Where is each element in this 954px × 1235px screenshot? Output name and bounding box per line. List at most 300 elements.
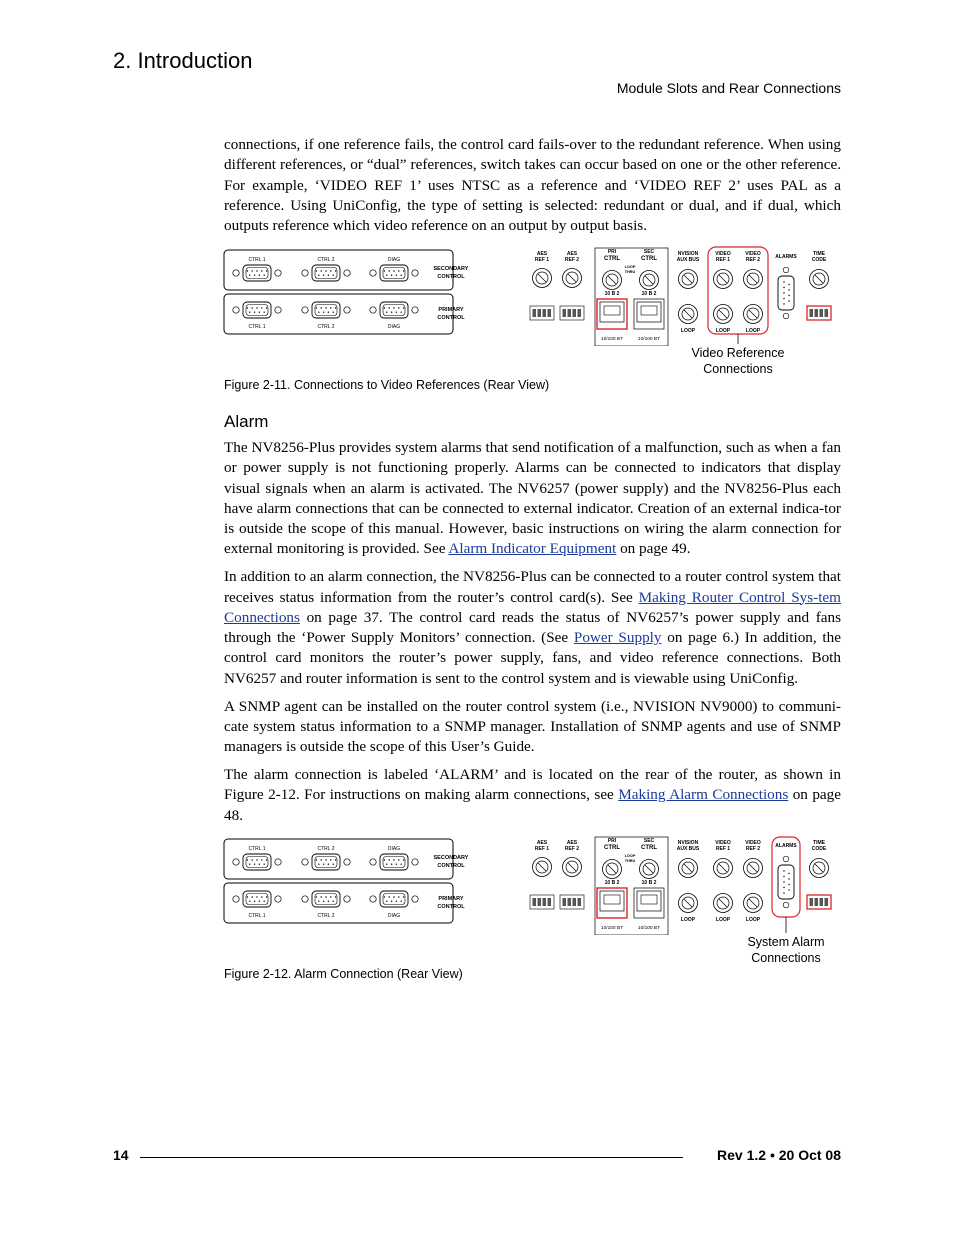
aes-ref2-terminal-pin	[563, 309, 567, 317]
time-code-label: TIME	[813, 840, 825, 846]
secondary-db9-connector-inner	[383, 857, 405, 868]
secondary-db9-connector-pin	[389, 270, 390, 271]
video-ref2-bnc-pin	[749, 864, 757, 872]
video-ref2-label: VIDEO	[745, 840, 761, 846]
alarms-pin	[783, 892, 784, 893]
nvision-aux-label: AUX BUS	[676, 257, 700, 263]
alarms-screw-bottom	[783, 902, 789, 908]
system-alarm-callout: System Alarm Connections	[747, 935, 825, 965]
secondary-db9-connector-inner	[383, 268, 405, 279]
primary-db9-connector-pin	[254, 901, 255, 902]
sec-ctrl-label: SEC	[643, 249, 655, 255]
link-power-supply[interactable]: Power Supply	[573, 629, 662, 647]
time-code-bnc-pin	[815, 864, 823, 872]
alarm-paragraph-2: In addition to an alarm connection, the NV8256-Plus can be connected to a router control system that receives status information from the router’s control card(s). See Making Router Control Sys-tem Connections on page 37. The control card reads the status of NV6257’s power supply and fans through the ‘Power Supply Monitors’ connection. (See Power Supply on page 6.) In addition, the control card monitors the router’s power supply, fans, and video reference connections. Both NV6257 and router information is sent to the control system and is viewable using UniConfig.	[224, 568, 841, 687]
primary-label: PRIMARY	[438, 896, 464, 902]
secondary-db9-connector-pin	[389, 859, 390, 860]
primary-db9-connector-inner	[315, 305, 337, 316]
primary-db9-connector-pin	[247, 307, 248, 308]
primary-db9-connector-pin	[389, 307, 390, 308]
alarms-pin	[788, 878, 789, 879]
secondary-control-panel	[224, 839, 453, 879]
primary-db9-connector-pin	[325, 896, 326, 897]
alarms-pin	[783, 287, 784, 288]
alarms-label: ALARMS	[775, 843, 797, 849]
secondary-db9-connector-pin	[403, 859, 404, 860]
aes-ref1-terminal-pin	[548, 309, 552, 317]
primary-db9-connector-inner	[315, 894, 337, 905]
video-ref1-bnc-pin	[719, 864, 727, 872]
primary-db9-connector-pin	[393, 896, 394, 897]
section-header: Module Slots and Rear Connections	[616, 80, 841, 96]
loop-thru-label: LOOP	[624, 854, 636, 858]
secondary-db9-connector-pin	[259, 275, 260, 276]
primary-db9-connector-screw-right	[344, 896, 350, 902]
secondary-db9-connector-pin	[252, 270, 253, 271]
secondary-db9-connector-screw-right	[344, 859, 350, 865]
nvision-aux-label: NVISION	[677, 840, 699, 846]
nvision-loop-label: LOOP	[680, 328, 696, 334]
video-ref1-loop-label: LOOP	[715, 917, 731, 923]
pri-ctrl-label: CTRL	[604, 845, 620, 851]
secondary-db9-connector-pin	[247, 270, 248, 271]
aes-ref1-bnc-pin	[538, 863, 546, 871]
alarm-paragraph-4: The alarm connection is labeled ‘ALARM’ and is located on the rear of the router, as shown in Figure 2-12. For instructions on making alarm connections, see Making Alarm Connections on page 48.	[224, 765, 841, 824]
pri-10b2-bnc-pin	[608, 276, 616, 284]
video-ref2-loop-label: LOOP	[745, 328, 761, 334]
sec-ctrl-label: CTRL	[641, 845, 657, 851]
figure-2-12-caption: Figure 2-12. Alarm Connection (Rear View)	[224, 967, 463, 981]
secondary-port-label: CTRL 1	[248, 257, 266, 263]
aes-ref2-bnc-pin	[568, 274, 576, 282]
primary-db9-connector-pin	[396, 901, 397, 902]
alarms-screw-bottom	[783, 313, 789, 319]
primary-db9-connector-pin	[252, 896, 253, 897]
primary-db9-connector-screw-right	[275, 307, 281, 313]
primary-db9-connector-screw-right	[344, 307, 350, 313]
pri-10b2-label: 10 B 2	[604, 880, 620, 886]
secondary-db9-connector-pin	[335, 270, 336, 271]
primary-db9-connector-pin	[328, 312, 329, 313]
primary-db9-connector-pin	[261, 896, 262, 897]
secondary-db9-connector-pin	[259, 864, 260, 865]
video-ref1-label: VIDEO	[715, 251, 731, 257]
secondary-db9-connector-pin	[393, 859, 394, 860]
secondary-db9-connector-screw-right	[412, 859, 418, 865]
alarms-pin	[788, 884, 789, 885]
video-ref-callout: Video Reference Connections	[691, 346, 785, 376]
primary-db9-connector-pin	[398, 307, 399, 308]
secondary-db9-connector-pin	[398, 859, 399, 860]
secondary-db9-connector-pin	[325, 859, 326, 860]
sec-10b2-bnc-pin	[645, 865, 653, 873]
primary-db9-connector-inner	[246, 894, 268, 905]
aes-ref2-label: AES	[566, 840, 578, 846]
video-ref1-label: VIDEO	[715, 840, 731, 846]
primary-db9-connector-pin	[259, 901, 260, 902]
nvision-aux-bnc-pin	[684, 275, 692, 283]
primary-db9-connector-screw-right	[412, 307, 418, 313]
primary-db9-connector-pin	[389, 896, 390, 897]
video-ref2-label: REF 2	[745, 257, 761, 263]
time-code-label: CODE	[811, 846, 827, 852]
time-code-terminal-pin	[810, 309, 814, 317]
alarms-db9-connector	[778, 865, 794, 899]
secondary-db9-connector-pin	[386, 275, 387, 276]
secondary-db9-connector-pin	[335, 859, 336, 860]
time-code-label: CODE	[811, 257, 827, 263]
primary-db9-connector-pin	[318, 901, 319, 902]
alarms-pin	[783, 292, 784, 293]
secondary-db9-connector-screw-right	[275, 859, 281, 865]
primary-db9-connector-screw-left	[302, 307, 308, 313]
aes-ref2-bnc-pin	[568, 863, 576, 871]
secondary-db9-connector-pin	[261, 270, 262, 271]
aes-ref2-label: REF 2	[564, 257, 580, 263]
secondary-db9-connector-screw-left	[302, 270, 308, 276]
primary-db9-connector-pin	[335, 307, 336, 308]
pri-10-100bt-label: 10/100 BT	[600, 337, 624, 342]
primary-db9-connector-pin	[403, 896, 404, 897]
secondary-db9-connector-inner	[246, 268, 268, 279]
alarms-screw-top	[783, 856, 789, 862]
alarms-pin	[783, 887, 784, 888]
secondary-port-label: CTRL 2	[317, 846, 335, 852]
secondary-db9-connector-pin	[252, 859, 253, 860]
pri-10b2-bnc-pin	[608, 865, 616, 873]
primary-db9-connector-pin	[261, 307, 262, 308]
aes-ref1-terminal-pin	[533, 898, 537, 906]
aes-ref1-terminal-pin	[543, 309, 547, 317]
primary-db9-connector-pin	[259, 312, 260, 313]
secondary-db9-connector-pin	[256, 859, 257, 860]
primary-db9-connector-pin	[318, 312, 319, 313]
aes-ref1-label: REF 1	[534, 846, 550, 852]
secondary-db9-connector-pin	[333, 864, 334, 865]
aes-ref2-terminal-pin	[578, 309, 582, 317]
secondary-db9-connector-screw-left	[233, 270, 239, 276]
video-ref1-label: REF 1	[715, 846, 731, 852]
nvision-loop-bnc-pin	[684, 310, 692, 318]
secondary-db9-connector-pin	[318, 275, 319, 276]
primary-db9-connector-pin	[256, 307, 257, 308]
primary-db9-connector-pin	[333, 901, 334, 902]
primary-db9-connector-pin	[403, 307, 404, 308]
video-ref2-label: VIDEO	[745, 251, 761, 257]
time-code-terminal-pin	[815, 898, 819, 906]
primary-port-label: CTRL 1	[248, 913, 266, 919]
alarms-db9-connector	[778, 276, 794, 310]
alarms-pin	[788, 873, 789, 874]
video-ref1-bnc-pin	[719, 275, 727, 283]
primary-db9-connector-pin	[323, 901, 324, 902]
loop-thru-label: THRU	[624, 270, 636, 274]
aes-ref1-label: AES	[536, 251, 548, 257]
video-ref1-label: REF 1	[715, 257, 731, 263]
alarms-highlight	[772, 837, 800, 917]
primary-port-label: CTRL 2	[317, 913, 335, 919]
secondary-db9-connector-pin	[264, 275, 265, 276]
aes-ref2-terminal-pin	[573, 898, 577, 906]
primary-port-label: DIAG	[387, 324, 401, 330]
aes-ref1-terminal-pin	[538, 309, 542, 317]
secondary-db9-connector-screw-right	[412, 270, 418, 276]
secondary-db9-connector-pin	[321, 270, 322, 271]
sec-ctrl-label: SEC	[643, 838, 655, 844]
alarms-pin	[788, 295, 789, 296]
secondary-db9-connector-pin	[328, 864, 329, 865]
aes-ref2-label: REF 2	[564, 846, 580, 852]
alarms-pin	[783, 870, 784, 871]
primary-db9-connector-pin	[321, 896, 322, 897]
aes-ref1-terminal-pin	[533, 309, 537, 317]
video-ref1-loop-label: LOOP	[715, 328, 731, 334]
primary-db9-connector-pin	[264, 312, 265, 313]
primary-db9-connector-pin	[316, 307, 317, 308]
alarm-paragraph-3: A SNMP agent can be installed on the router control system (i.e., NVISION NV9000) to communi-cate system status information to a SNMP manager. Installation of SNMP agents and use of SNMP managers is outside the scope of this User’s Guide.	[224, 697, 841, 756]
secondary-db9-connector-pin	[316, 270, 317, 271]
pri-ctrl-label: PRI	[607, 838, 617, 844]
primary-db9-connector-screw-left	[233, 896, 239, 902]
pri-ethernet-port-jack	[600, 302, 624, 322]
loop-thru-label: LOOP	[624, 265, 636, 269]
secondary-db9-connector-screw-left	[302, 859, 308, 865]
time-code-terminal-pin	[825, 309, 829, 317]
secondary-db9-connector-pin	[318, 864, 319, 865]
secondary-db9-connector-pin	[316, 859, 317, 860]
rear-view-figure-alarm	[222, 835, 842, 935]
alarms-pin	[788, 284, 789, 285]
primary-db9-connector-screw-right	[412, 896, 418, 902]
primary-db9-connector-pin	[384, 896, 385, 897]
secondary-db9-connector-pin	[393, 270, 394, 271]
secondary-db9-connector-screw-left	[233, 859, 239, 865]
primary-db9-connector-screw-left	[370, 307, 376, 313]
secondary-db9-connector-pin	[249, 864, 250, 865]
primary-db9-connector-pin	[384, 307, 385, 308]
secondary-db9-connector-inner	[315, 268, 337, 279]
primary-db9-connector-pin	[252, 307, 253, 308]
primary-port-label: CTRL 1	[248, 324, 266, 330]
loop-thru-label: THRU	[624, 859, 636, 863]
page-number: 14	[113, 1147, 129, 1163]
alarm-body	[224, 438, 841, 826]
secondary-db9-connector-inner	[315, 857, 337, 868]
secondary-db9-connector-pin	[330, 859, 331, 860]
video-ref2-label: REF 2	[745, 846, 761, 852]
time-code-terminal-pin	[825, 898, 829, 906]
pri-ethernet-port-jack	[600, 891, 624, 911]
chapter-title: 2. Introduction	[113, 48, 253, 73]
secondary-db9-connector-pin	[401, 864, 402, 865]
intro-paragraph: connections, if one reference fails, the control card fails-over to the redundant reference. When using different references, or “dual” references, switch takes can occur based on one or the other reference. For example, ‘VIDEO REF 1’ uses NTSC as a reference and ‘VIDEO REF 2’ uses PAL as a reference. Using UniConfig, the type of setting is selected: redundant or dual, and if dual, which outputs reference which video reference on an output by output basis.	[224, 136, 841, 235]
primary-db9-connector-pin	[333, 312, 334, 313]
secondary-db9-connector-pin	[328, 275, 329, 276]
primary-db9-connector-pin	[401, 901, 402, 902]
video-ref2-loop-label: LOOP	[745, 917, 761, 923]
alarms-pin	[788, 289, 789, 290]
primary-db9-connector-screw-left	[302, 896, 308, 902]
primary-db9-connector-pin	[386, 901, 387, 902]
primary-db9-connector-pin	[335, 896, 336, 897]
secondary-label: CONTROL	[437, 274, 465, 280]
secondary-label: SECONDARY	[433, 266, 469, 272]
secondary-db9-connector-pin	[333, 275, 334, 276]
primary-db9-connector-pin	[386, 312, 387, 313]
link-router-control-connections[interactable]: Making Router Control Sys-tem Connections	[224, 588, 841, 626]
aes-ref1-label: REF 1	[534, 257, 550, 263]
secondary-control-panel	[224, 250, 453, 290]
primary-db9-connector-pin	[256, 896, 257, 897]
secondary-db9-connector-pin	[321, 859, 322, 860]
secondary-db9-connector-screw-right	[275, 270, 281, 276]
secondary-db9-connector-screw-left	[370, 859, 376, 865]
pri-ctrl-label: CTRL	[604, 256, 620, 262]
nvision-aux-label: AUX BUS	[676, 846, 700, 852]
link-alarm-indicator-equipment[interactable]: Alarm Indicator Equipment	[448, 540, 617, 558]
primary-label: CONTROL	[437, 315, 465, 321]
secondary-db9-connector-pin	[330, 270, 331, 271]
primary-db9-connector-pin	[316, 896, 317, 897]
primary-db9-connector-screw-left	[233, 307, 239, 313]
primary-db9-connector-pin	[328, 901, 329, 902]
primary-db9-connector-pin	[264, 901, 265, 902]
secondary-db9-connector-pin	[249, 275, 250, 276]
aes-ref1-terminal-pin	[543, 898, 547, 906]
secondary-db9-connector-pin	[384, 270, 385, 271]
pri-ctrl-label: PRI	[607, 249, 617, 255]
aes-ref2-terminal-pin	[573, 309, 577, 317]
video-ref1-loop-bnc-pin	[719, 310, 727, 318]
video-ref1-loop-bnc-pin	[719, 899, 727, 907]
sec-10-100bt-label: 10/100 BT	[637, 337, 661, 342]
primary-db9-connector-pin	[266, 896, 267, 897]
secondary-db9-connector-pin	[323, 864, 324, 865]
nvision-loop-bnc-pin	[684, 899, 692, 907]
primary-db9-connector-pin	[266, 307, 267, 308]
alarms-screw-top	[783, 267, 789, 273]
alarm-heading: Alarm	[224, 412, 269, 431]
secondary-port-label: CTRL 1	[248, 846, 266, 852]
secondary-db9-connector-pin	[256, 270, 257, 271]
pri-10b2-label: 10 B 2	[604, 291, 620, 297]
primary-port-label: CTRL 2	[317, 324, 335, 330]
secondary-db9-connector-pin	[384, 859, 385, 860]
time-code-terminal-pin	[810, 898, 814, 906]
sec-ctrl-label: CTRL	[641, 256, 657, 262]
primary-db9-connector-inner	[383, 894, 405, 905]
secondary-db9-connector-pin	[398, 270, 399, 271]
primary-db9-connector-pin	[321, 307, 322, 308]
secondary-db9-connector-pin	[261, 859, 262, 860]
primary-label: PRIMARY	[438, 307, 464, 313]
primary-db9-connector-pin	[391, 312, 392, 313]
aes-ref1-bnc-pin	[538, 274, 546, 282]
alarms-label: ALARMS	[775, 254, 797, 260]
primary-db9-connector-screw-left	[370, 896, 376, 902]
link-making-alarm-connections[interactable]: Making Alarm Connections	[618, 786, 789, 804]
nvision-aux-label: NVISION	[677, 251, 699, 257]
secondary-db9-connector-pin	[266, 859, 267, 860]
aes-ref1-label: AES	[536, 840, 548, 846]
pri-10-100bt-label: 10/100 BT	[600, 926, 624, 931]
secondary-db9-connector-pin	[254, 275, 255, 276]
primary-db9-connector-pin	[247, 896, 248, 897]
secondary-db9-connector-pin	[254, 864, 255, 865]
aes-ref2-label: AES	[566, 251, 578, 257]
secondary-port-label: DIAG	[387, 846, 401, 852]
primary-db9-connector-pin	[249, 312, 250, 313]
footer-rule	[140, 1157, 683, 1158]
secondary-db9-connector-pin	[396, 864, 397, 865]
time-code-terminal-pin	[820, 898, 824, 906]
secondary-label: CONTROL	[437, 863, 465, 869]
secondary-db9-connector-screw-left	[370, 270, 376, 276]
time-code-terminal-pin	[815, 309, 819, 317]
primary-db9-connector-pin	[330, 896, 331, 897]
control-card-outline	[595, 248, 668, 346]
sec-10-100bt-label: 10/100 BT	[637, 926, 661, 931]
primary-db9-connector-pin	[330, 307, 331, 308]
sec-10b2-bnc-pin	[645, 276, 653, 284]
primary-db9-connector-pin	[396, 312, 397, 313]
primary-db9-connector-pin	[323, 312, 324, 313]
primary-label: CONTROL	[437, 904, 465, 910]
nvision-aux-bnc-pin	[684, 864, 692, 872]
nvision-loop-label: LOOP	[680, 917, 696, 923]
secondary-db9-connector-screw-right	[344, 270, 350, 276]
primary-db9-connector-pin	[398, 896, 399, 897]
secondary-db9-connector-pin	[396, 275, 397, 276]
aes-ref1-terminal-pin	[548, 898, 552, 906]
secondary-db9-connector-pin	[323, 275, 324, 276]
secondary-db9-connector-pin	[403, 270, 404, 271]
video-ref2-loop-bnc-pin	[749, 899, 757, 907]
primary-port-label: DIAG	[387, 913, 401, 919]
time-code-bnc-pin	[815, 275, 823, 283]
primary-db9-connector-pin	[401, 312, 402, 313]
sec-ethernet-port-jack	[637, 302, 661, 322]
aes-ref2-terminal-pin	[563, 898, 567, 906]
control-card-outline	[595, 837, 668, 935]
alarms-pin	[788, 889, 789, 890]
primary-db9-connector-inner	[246, 305, 268, 316]
secondary-db9-connector-pin	[401, 275, 402, 276]
figure-2-11-caption: Figure 2-11. Connections to Video References (Rear View)	[224, 378, 550, 392]
sec-10b2-label: 10 B 2	[641, 880, 657, 886]
secondary-port-label: CTRL 2	[317, 257, 335, 263]
video-ref2-bnc-pin	[749, 275, 757, 283]
secondary-label: SECONDARY	[433, 855, 469, 861]
alarms-pin	[788, 300, 789, 301]
video-ref2-loop-bnc-pin	[749, 310, 757, 318]
primary-db9-connector-inner	[383, 305, 405, 316]
sec-ethernet-port-jack	[637, 891, 661, 911]
alarms-pin	[783, 881, 784, 882]
aes-ref2-terminal-pin	[568, 898, 572, 906]
primary-db9-connector-screw-right	[275, 896, 281, 902]
primary-db9-connector-pin	[249, 901, 250, 902]
primary-db9-connector-pin	[393, 307, 394, 308]
secondary-db9-connector-pin	[264, 864, 265, 865]
aes-ref2-terminal-pin	[568, 309, 572, 317]
rear-view-figure-video-ref	[222, 246, 842, 346]
aes-ref1-terminal-pin	[538, 898, 542, 906]
alarms-pin	[783, 281, 784, 282]
primary-db9-connector-pin	[325, 307, 326, 308]
secondary-db9-connector-pin	[266, 270, 267, 271]
aes-ref2-terminal-pin	[578, 898, 582, 906]
